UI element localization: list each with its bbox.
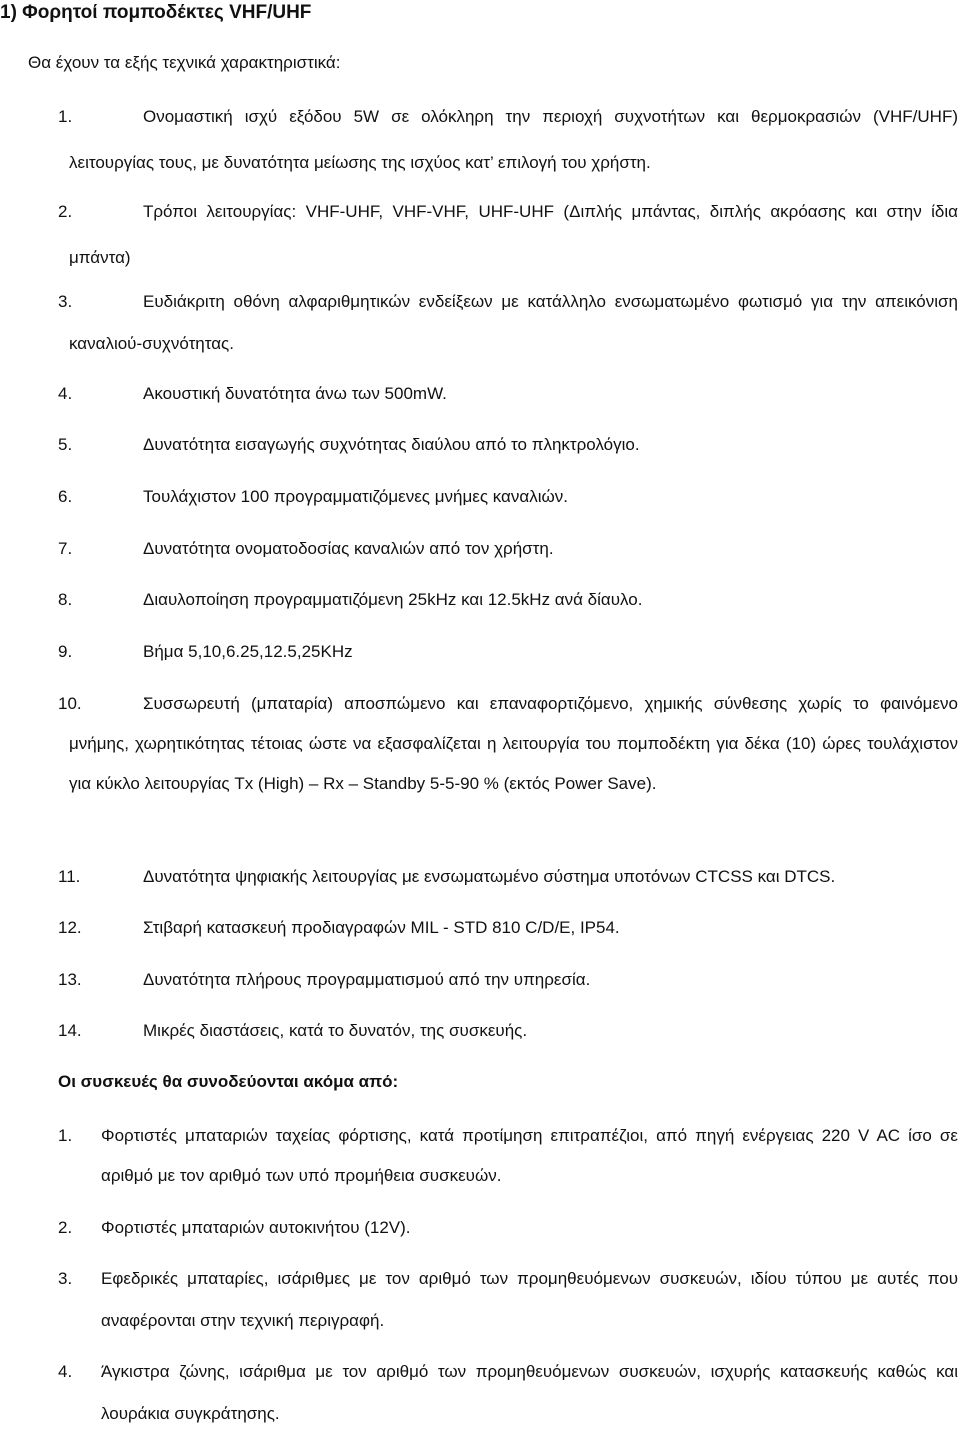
spec-item-number: 12. [58, 918, 82, 937]
spec-item-text: Στιβαρή κατασκευή προδιαγραφών MIL - STD 810 C/D/E, IP54. [143, 918, 620, 937]
spec-item-number: 10. [58, 694, 82, 713]
spec-item-number: 5. [58, 435, 73, 454]
accessories-heading: Οι συσκευές θα συνοδεύονται ακόμα από: [58, 1072, 399, 1091]
intro-text: Θα έχουν τα εξής τεχνικά χαρακτηριστικά: [28, 53, 341, 72]
spec-item-text: Διαυλοποίηση προγραμματιζόμενη 25kHz και 12.5kHz ανά δίαυλο. [143, 590, 643, 609]
accessory-item-number: 3. [58, 1269, 73, 1288]
spec-item-number: 4. [58, 384, 73, 403]
spec-item-number: 14. [58, 1021, 82, 1040]
spec-item-text: Ονομαστική ισχύ εξόδου 5W σε ολόκληρη την περιοχή συχνοτήτων και θερμοκρασιών (VHF/UHF) λειτουργίας τους, με δυνατότητα μείωσης της ισχύος κατ’ επιλογή του χρήστη. [69, 107, 958, 172]
spec-item-number: 13. [58, 970, 82, 989]
spec-item-text: Δυνατότητα εισαγωγής συχνότητας διαύλου από το πληκτρολόγιο. [143, 435, 640, 454]
spec-item-number: 11. [58, 867, 81, 886]
accessory-item-text: Εφεδρικές μπαταρίες, ισάριθμες με τον αριθμό των προμηθευόμενων συσκευών, ιδίου τύπου με αυτές που αναφέρονται στην τεχνική περιγραφή. [101, 1269, 958, 1330]
spec-item-number: 2. [58, 202, 73, 221]
spec-item-number: 9. [58, 642, 73, 661]
spec-item-number: 3. [58, 292, 73, 311]
accessory-item-text: Φορτιστές μπαταριών ταχείας φόρτισης, κατά προτίμηση επιτραπέζιοι, από πηγή ενέργειας 220 V AC ίσο σε αριθμό με τον αριθμό των υπό προμήθεια συσκευών. [101, 1126, 958, 1185]
spec-item-number: 8. [58, 590, 73, 609]
accessory-item-text: Άγκιστρα ζώνης, ισάριθμα με τον αριθμό των προμηθευόμενων συσκευών, ισχυρής κατασκευής καθώς και λουράκια συγκράτησης. [101, 1362, 958, 1423]
spec-item-number: 6. [58, 487, 73, 506]
spec-item-text: Συσσωρευτή (μπαταρία) αποσπώμενο και επαναφορτιζόμενο, χημικής σύνθεσης χωρίς το φαινόμενο μνήμης, χωρητικότητας τέτοιας ώστε να εξασφαλίζεται η λειτουργία του πομποδέκτη για δέκα (10) ώρες τουλάχιστον για κύκλο λειτουργίας Tx (High) – Rx – Standby 5-5-90 % (εκτός Power Save). [69, 694, 958, 793]
spec-item-number: 7. [58, 539, 73, 558]
spec-item-text: Τρόποι λειτουργίας: VHF-UHF, VHF-VHF, UHF-UHF (Διπλής μπάντας, διπλής ακρόασης και στην ίδια μπάντα) [69, 202, 958, 267]
accessory-item-number: 2. [58, 1218, 73, 1237]
accessory-item-number: 4. [58, 1362, 73, 1381]
accessory-item-number: 1. [58, 1126, 73, 1145]
spec-item-text: Ευδιάκριτη οθόνη αλφαριθμητικών ενδείξεων με κατάλληλο ενσωματωμένο φωτισμό για την απεικόνιση καναλιού-συχνότητας. [69, 292, 958, 353]
spec-item-text: Δυνατότητα ψηφιακής λειτουργίας με ενσωματωμένο σύστημα υποτόνων CTCSS και DTCS. [143, 867, 836, 886]
spec-item-text: Ακουστική δυνατότητα άνω των 500mW. [143, 384, 447, 403]
accessory-item-text: Φορτιστές μπαταριών αυτοκινήτου (12V). [101, 1218, 411, 1237]
spec-item-number: 1. [58, 107, 73, 126]
spec-item-text: Βήμα 5,10,6.25,12.5,25KHz [143, 642, 353, 661]
section-heading: 1) Φορητοί πομποδέκτες VHF/UHF [0, 2, 312, 23]
spec-item-text: Δυνατότητα πλήρους προγραμματισμού από την υπηρεσία. [143, 970, 591, 989]
spec-item-text: Μικρές διαστάσεις, κατά το δυνατόν, της συσκευής. [143, 1021, 528, 1040]
spec-item-text: Δυνατότητα ονοματοδοσίας καναλιών από τον χρήστη. [143, 539, 554, 558]
spec-item-text: Τουλάχιστον 100 προγραμματιζόμενες μνήμες καναλιών. [143, 487, 568, 506]
